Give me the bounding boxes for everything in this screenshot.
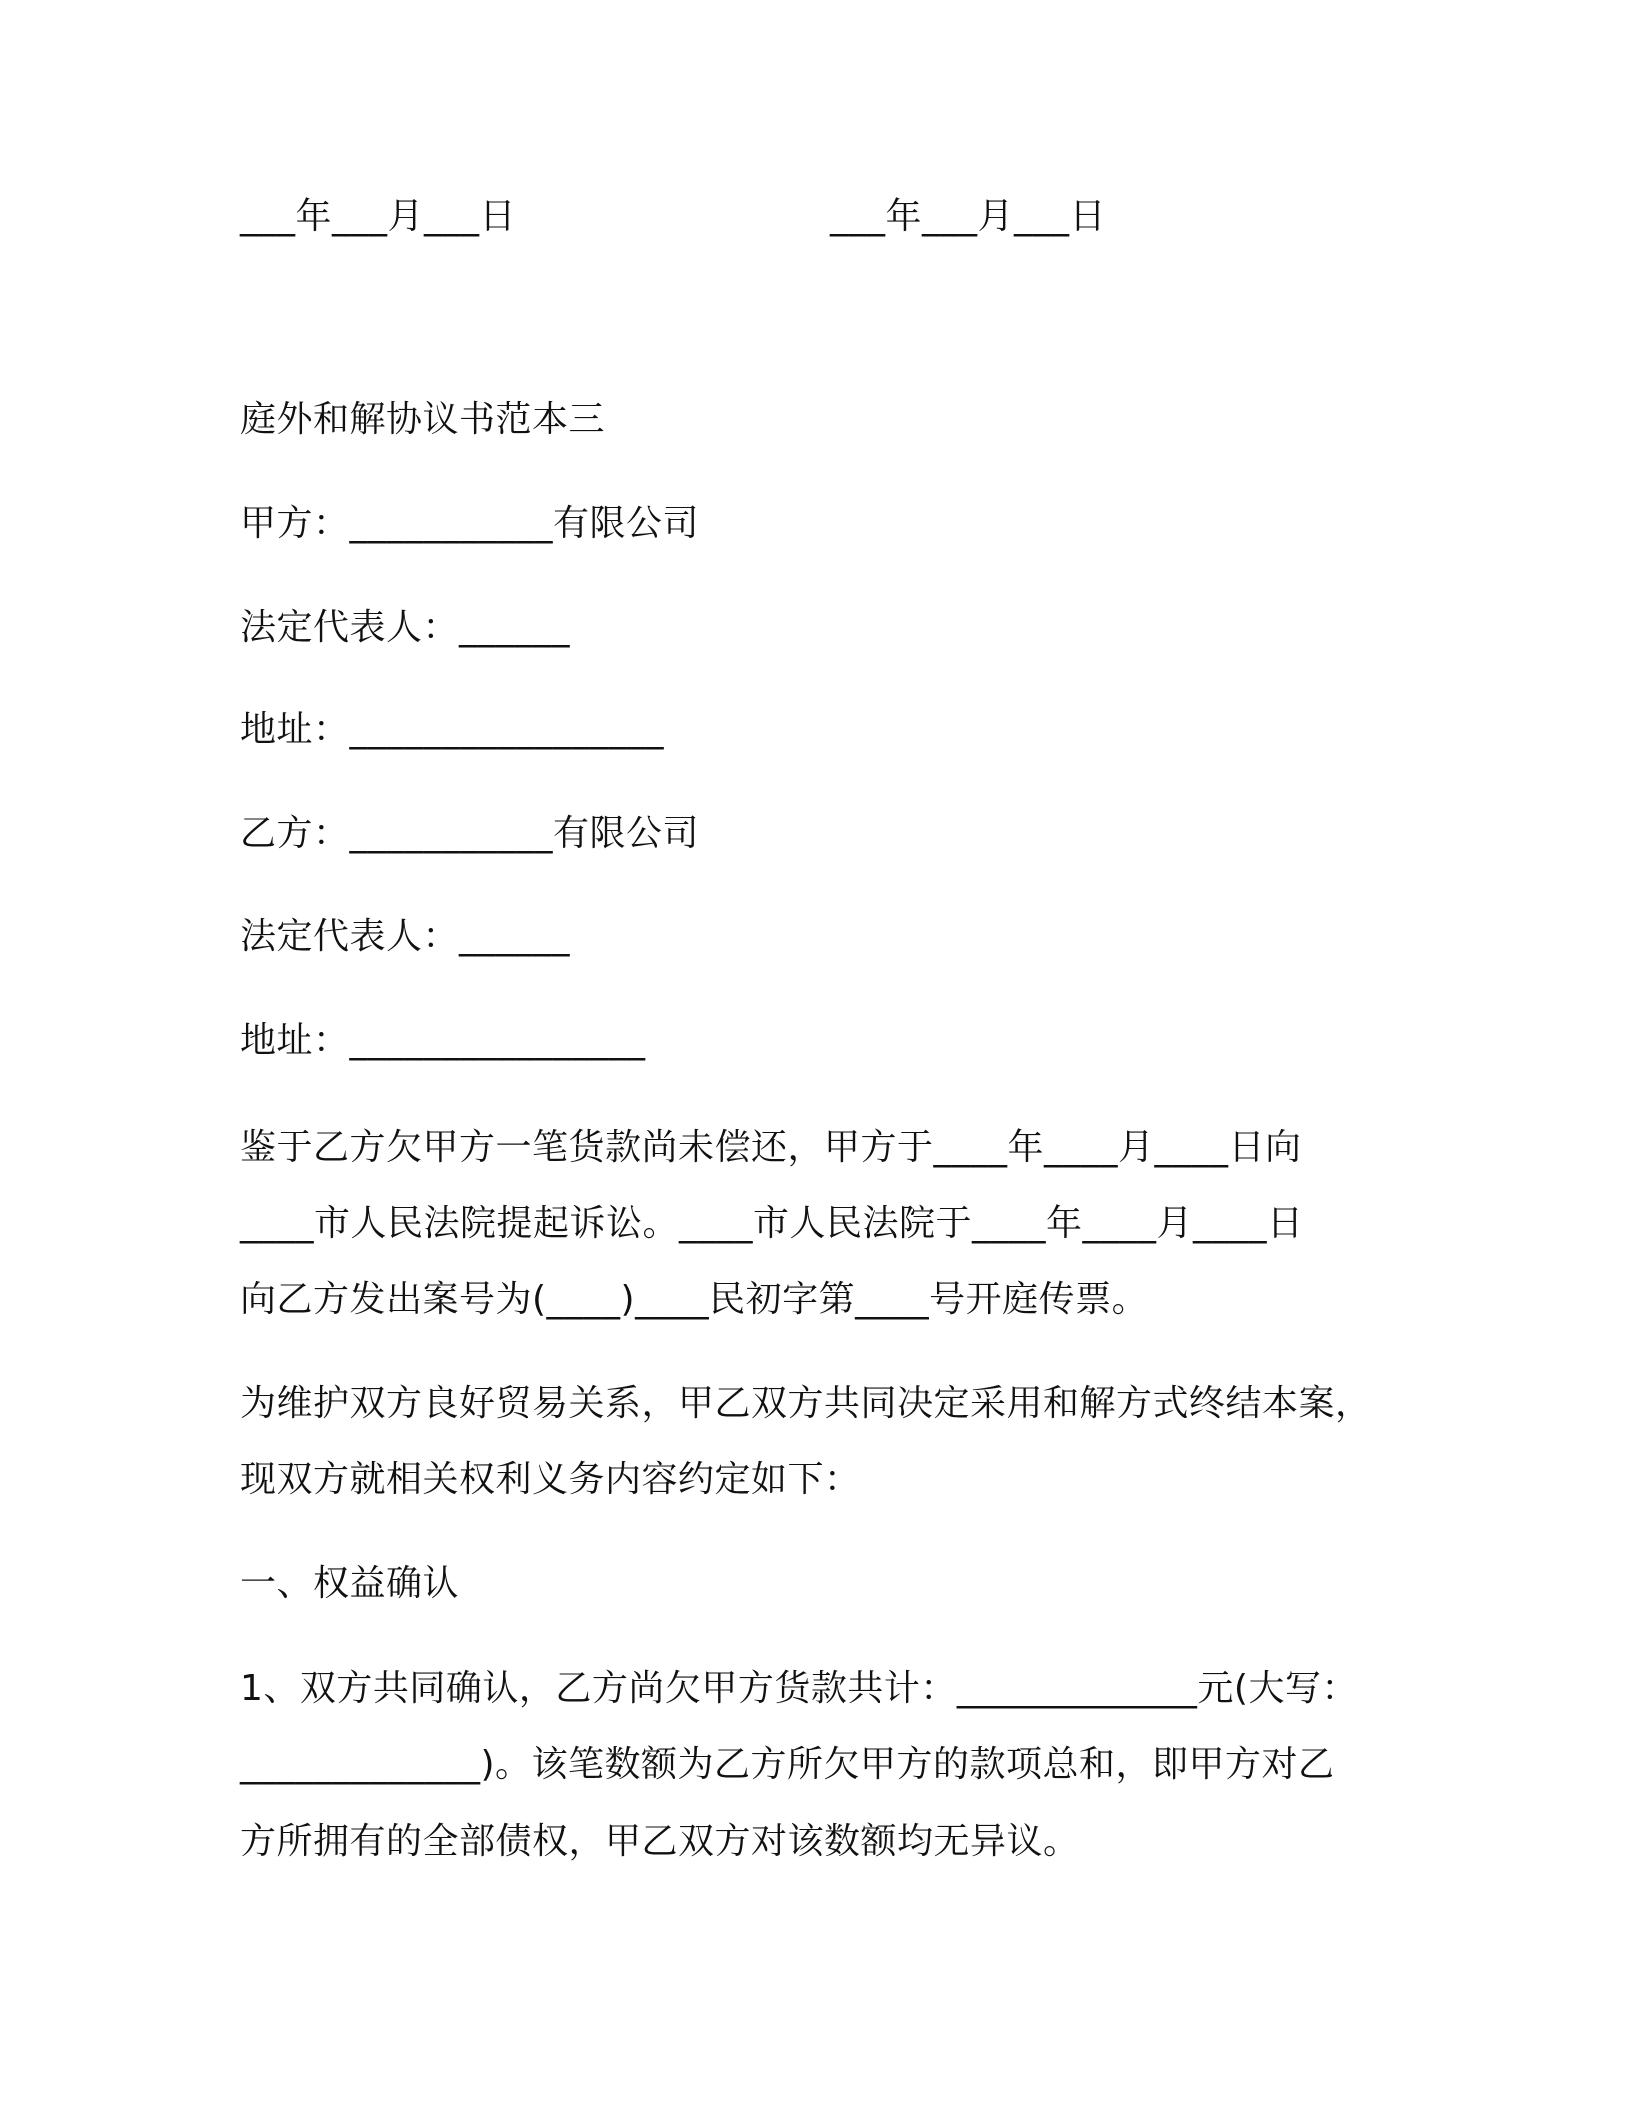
- party-b-representative: 法定代表人：______: [240, 916, 571, 957]
- intent-paragraph-line: 为维护双方良好贸易关系，甲乙双方共同决定采用和解方式终结本案，: [240, 1383, 1372, 1424]
- clause-line: 1、双方共同确认，乙方尚欠甲方货款共计：_____________元(大写：: [240, 1668, 1358, 1709]
- party-b-address: 地址：________________: [240, 1020, 646, 1061]
- background-paragraph-line: 鉴于乙方欠甲方一笔货款尚未偿还，甲方于____年____月____日向: [240, 1127, 1302, 1168]
- intent-paragraph-line: 现双方就相关权利义务内容约定如下：: [240, 1459, 861, 1500]
- party-a-address: 地址：_________________: [240, 709, 665, 750]
- party-a-representative: 法定代表人：______: [240, 607, 571, 648]
- document-title: 庭外和解协议书范本三: [240, 399, 606, 440]
- section-heading: 一、权益确认: [240, 1563, 460, 1604]
- party-a-name: 甲方：___________有限公司: [240, 503, 700, 544]
- background-paragraph-line: ____市人民法院提起诉讼。____市人民法院于____年____月____日: [240, 1203, 1304, 1244]
- clause-line: 方所拥有的全部债权，甲乙双方对该数额均无异议。: [240, 1821, 1080, 1862]
- party-b-name: 乙方：___________有限公司: [240, 813, 700, 854]
- signature-date-right: ___年___月___日: [830, 196, 1107, 237]
- background-paragraph-line: 向乙方发出案号为(____)____民初字第____号开庭传票。: [240, 1279, 1149, 1320]
- clause-line: _____________)。该笔数额为乙方所欠甲方的款项总和，即甲方对乙: [240, 1744, 1335, 1785]
- signature-date-left: ___年___月___日: [240, 196, 517, 237]
